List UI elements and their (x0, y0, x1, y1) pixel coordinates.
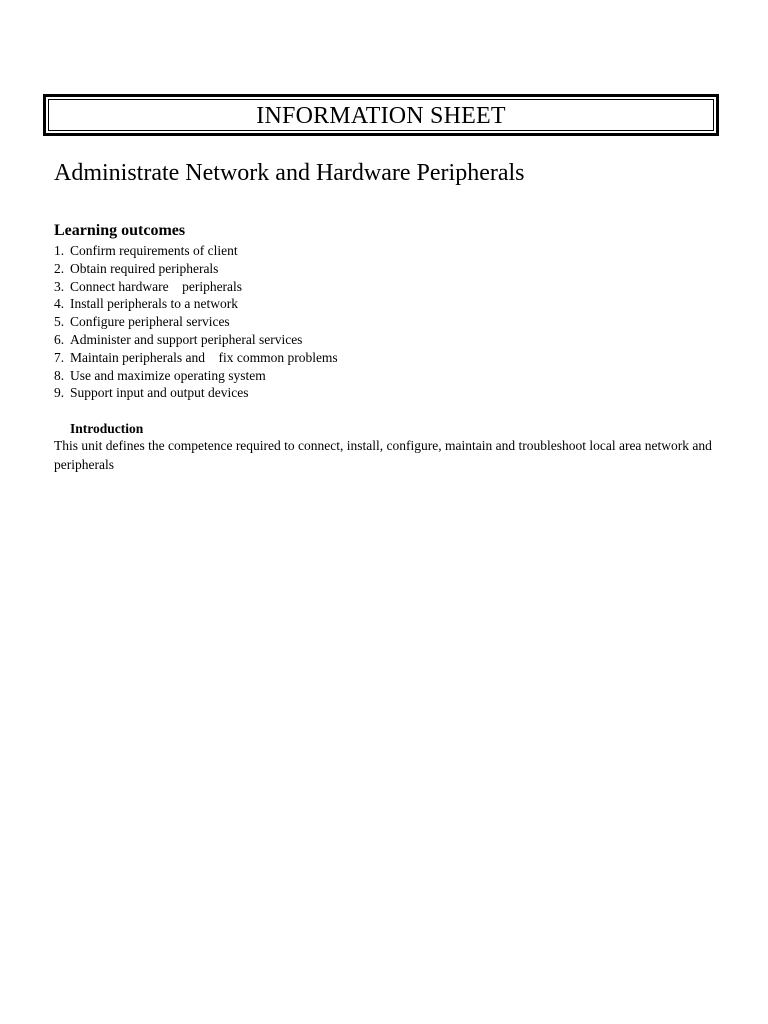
list-item-text: Support input and output devices (70, 385, 249, 401)
list-item (54, 313, 338, 331)
list-item-number: 2. (54, 260, 65, 276)
list-item-number: 9. (54, 385, 65, 401)
list-item-text: Maintain peripherals and fix common problems (70, 349, 338, 365)
list-item-number: 3. (54, 278, 65, 294)
list-item-number: 4. (54, 296, 65, 312)
list-item-number: 7. (54, 349, 65, 365)
introduction-text: This unit defines the competence required to connect, install, configure, maintain and troubleshoot local area network and peripherals (54, 438, 712, 472)
list-item (54, 242, 338, 260)
list-item (54, 367, 338, 385)
list-item (54, 384, 338, 402)
list-item-number: 1. (54, 243, 65, 258)
list-item-text: Configure peripheral services (70, 314, 230, 330)
list-item-text: Obtain required peripherals (70, 260, 219, 276)
list-item (54, 349, 338, 367)
document-title: Administrate Network and Hardware Peripherals (54, 160, 525, 186)
list-item (54, 278, 338, 296)
list-item (54, 331, 338, 349)
learning-outcomes-heading: Learning outcomes (54, 222, 186, 239)
information-sheet-header (43, 94, 719, 136)
list-item-number: 6. (54, 331, 65, 347)
list-item-text: Confirm requirements of client (70, 243, 238, 258)
learning-outcomes-list (54, 242, 338, 402)
information-sheet-header-inner (48, 99, 714, 131)
list-item-number: 5. (54, 314, 65, 330)
list-item-text: Connect hardware peripherals (70, 278, 243, 294)
list-item-text: Administer and support peripheral services (70, 331, 303, 347)
introduction-heading: Introduction (70, 421, 144, 436)
list-item (54, 260, 338, 278)
list-item-number: 8. (54, 367, 65, 383)
list-item-text: Install peripherals to a network (70, 296, 238, 312)
list-item (54, 295, 338, 313)
sheet-title: INFORMATION SHEET (256, 102, 506, 129)
list-item-text: Use and maximize operating system (70, 367, 266, 383)
